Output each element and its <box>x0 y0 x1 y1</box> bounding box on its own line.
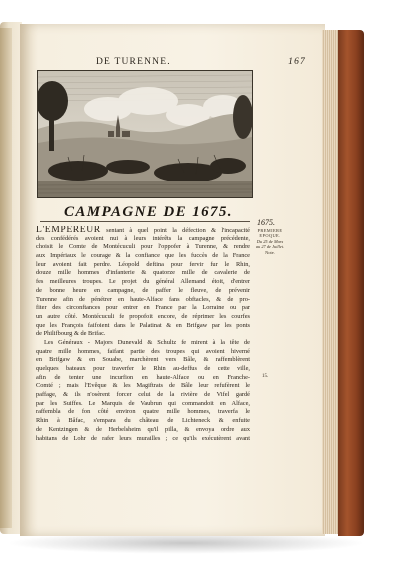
text-line: aux Impériaux le courage & la confiance que les fuccès de la France <box>36 252 250 260</box>
text-line: paffage, & ils n'osèrent forcer celui de la rivière de Vifel gardé <box>36 391 250 399</box>
text-line: Les Généraux - Majors Dunevald & Schultz fe mirent à la tête de <box>44 338 250 346</box>
text-line: de bonne heure en campagne, de paffer le fleuve, de prévenir <box>36 286 250 294</box>
text-line-rest: sentant à quel point la défection & l'incapacité <box>100 227 250 234</box>
chapter-title: CAMPAGNE DE 1675. <box>64 204 233 220</box>
battle-engraving <box>37 70 253 198</box>
title-rule <box>40 221 250 222</box>
facing-page-leaves <box>0 28 12 528</box>
text-line: Turenne afin de pénétrer en haute-Alface fans obftacles, & de pro- <box>36 295 250 303</box>
text-line: habitans de Lohr de rafer leurs murailles ; ce qu'ils exécutèrent avant <box>36 434 250 442</box>
margin-note-line: Du 25 de Mars <box>256 238 284 244</box>
margin-note-line: au 27 de Juillet. <box>255 244 285 250</box>
margin-note-line: Note. <box>265 249 275 255</box>
text-line: de Kentzingen & de Herbelsheim qu'il pilla, & envoya ordre aux <box>36 425 250 433</box>
text-line: raffembla de fon côté environ quatre mille hommes, traverfa le <box>36 408 250 416</box>
margin-note <box>252 228 288 255</box>
text-line: fes meilleures troupes. Le projet du général Allemand étoit, d'entrer <box>36 278 250 286</box>
running-head-title: DE TURENNE. <box>96 57 171 67</box>
leather-cover <box>338 30 364 536</box>
text-line: de Philifbourg & de Brifac. <box>36 330 106 338</box>
drop-capital-word: L'EMPEREUR <box>36 226 101 235</box>
text-line: Rhin à Bâfac, s'empara du château de Lichteneck & enfuite <box>36 417 250 425</box>
text-line: choisit le Comte de Montécuculi pour l'oppofer à Turenne, & rendre <box>36 243 250 251</box>
text-line: douze mille hommes d'infanterie & quatorze mille de cavalerie de <box>36 269 250 277</box>
text-line: leur avoient fait perdre. Léopold deftina pour fervir fur le Rhin, <box>36 260 250 268</box>
text-line: fiter des circonftances pour entrer en France par la Lorraine ou par <box>36 304 250 312</box>
margin-side-mark: 15. <box>262 374 269 379</box>
text-line <box>36 226 250 235</box>
text-line: que les François faifoient dans le Palatinat & en Brifgaw par les ponts <box>36 321 250 329</box>
margin-note-line: EPOQUE. <box>259 233 281 239</box>
page-number: 167 <box>288 57 306 67</box>
text-line: quelques bateaux pour traverfer le Rhin au-deffus de cette ville, <box>36 365 250 372</box>
text-line: Comté ; mais l'Evêque & les Magiftrats de Bâle leur refufèrent le <box>36 382 250 390</box>
text-line: quatre mille hommes, faifant partie des troupes qui avoient hiverné <box>36 347 250 355</box>
margin-note-line: PREMIERE <box>257 228 283 233</box>
body-text <box>36 226 250 443</box>
margin-year: 1675. <box>257 218 275 227</box>
text-line: un autre côté. Montécuculi fe propofoit encore, de réprimer les courfes <box>36 312 250 320</box>
battle-scene-illustration <box>38 71 252 197</box>
text-line: en Brifgaw & en Souabe, marchèrent vers Bâle, & raffemblèrent <box>36 356 250 364</box>
text-line: par les Suiffes. Le Marquis de Vaubrun qui commandoit en Alface, <box>36 399 250 407</box>
text-line: des confédérés avoient nui à leurs intérêts la campagne précédente, <box>36 234 250 242</box>
text-line: afin de tenter une incurfion en haute-Alface ou en Franche- <box>36 373 250 381</box>
